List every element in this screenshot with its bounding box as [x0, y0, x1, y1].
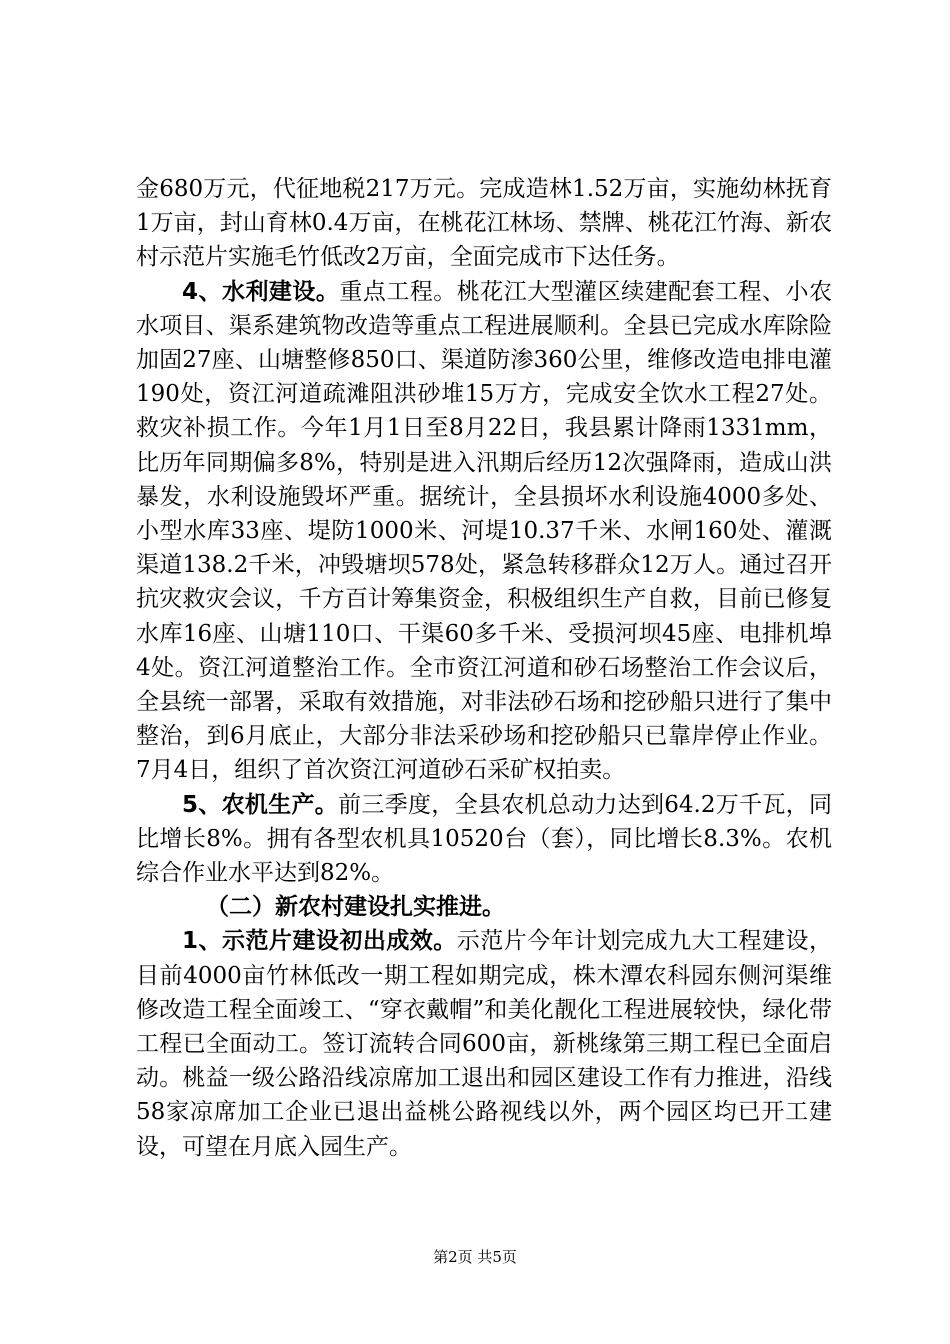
paragraph-demonstration-area [136, 924, 832, 1163]
page-footer: 第2页 共5页 [433, 1248, 517, 1266]
paragraph-text: 前三季度，全县农机总动力达到64.2万千瓦，同比增长8%。拥有各型农机具10520台（套），同比增长8.3%。农机综合作业水平达到82%。 [136, 791, 832, 887]
paragraph-agricultural-machinery [136, 788, 832, 891]
section-heading-water-conservancy: 4、水利建设。 [182, 278, 340, 305]
paragraph-forestry-continued [136, 172, 832, 275]
document-body [136, 172, 832, 1164]
paragraph-water-conservancy [136, 275, 832, 788]
section-heading-new-countryside: （二）新农村建设扎实推进。 [206, 894, 505, 921]
section-heading-demonstration-area: 1、示范片建设初出成效。 [182, 928, 457, 955]
paragraph-text: 金680万元，代征地税217万元。完成造林1.52万亩，实施幼林抚育1万亩，封山育林0.4万亩，在桃花江林场、禁牌、桃花江竹海、新农村示范片实施毛竹低改2万亩，全面完成市下达任务。 [136, 176, 832, 271]
paragraph-text: 重点工程。桃花江大型灌区续建配套工程、小农水项目、渠系建筑物改造等重点工程进展顺利。全县已完成水库除险加固27座、山塘整修850口、渠道防渗360公里，维修改造电排电灌190处，资江河道疏滩阻洪砂堆15万方，完成安全饮水工程27处。救灾补损工作。今年1月1日至8月22日，我县累计降雨1331mm，比历年同期偏多8%，特别是进入汛期后经历12次强降雨，造成山洪暴发，水利设施毁坏严重。据统计，全县损坏水利设施4000多处、小型水库33座、堤防1000米、河堤10.37千米、水闸160处、灌溉渠道138.2千米，冲毁塘坝578处，紧急转移群众12万人。通过召开抗灾救灾会议，千方百计筹集资金，积极组织生产自救，目前已修复水库16座、山塘110口、干渠60多千米、受损河坝45座、电排机埠4处。资江河道整治工作。全市资江河道和砂石场整治工作会议后，全县统一部署，采取有效措施，对非法砂石场和挖砂船只进行了集中整治，到6月底止，大部分非法采砂场和挖砂船只已靠岸停止作业。7月4日，组织了首次资江河道砂石采矿权拍卖。 [136, 278, 832, 784]
paragraph-text: 示范片今年计划完成九大工程建设，目前4000亩竹林低改一期工程如期完成，株木潭农科园东侧河渠维修改造工程全面竣工、“穿衣戴帽”和美化靓化工程进展较快，绿化带工程已全面动工。签订流转合同600亩，新桃缘第三期工程已全面启动。桃益一级公路沿线凉席加工退出和园区建设工作有力推进，沿线58家凉席加工企业已退出益桃公路视线以外，两个园区均已开工建设，可望在月底入园生产。 [136, 928, 832, 1160]
section-heading-agricultural-machinery: 5、农机生产。 [182, 791, 339, 818]
paragraph-new-countryside [136, 890, 832, 924]
